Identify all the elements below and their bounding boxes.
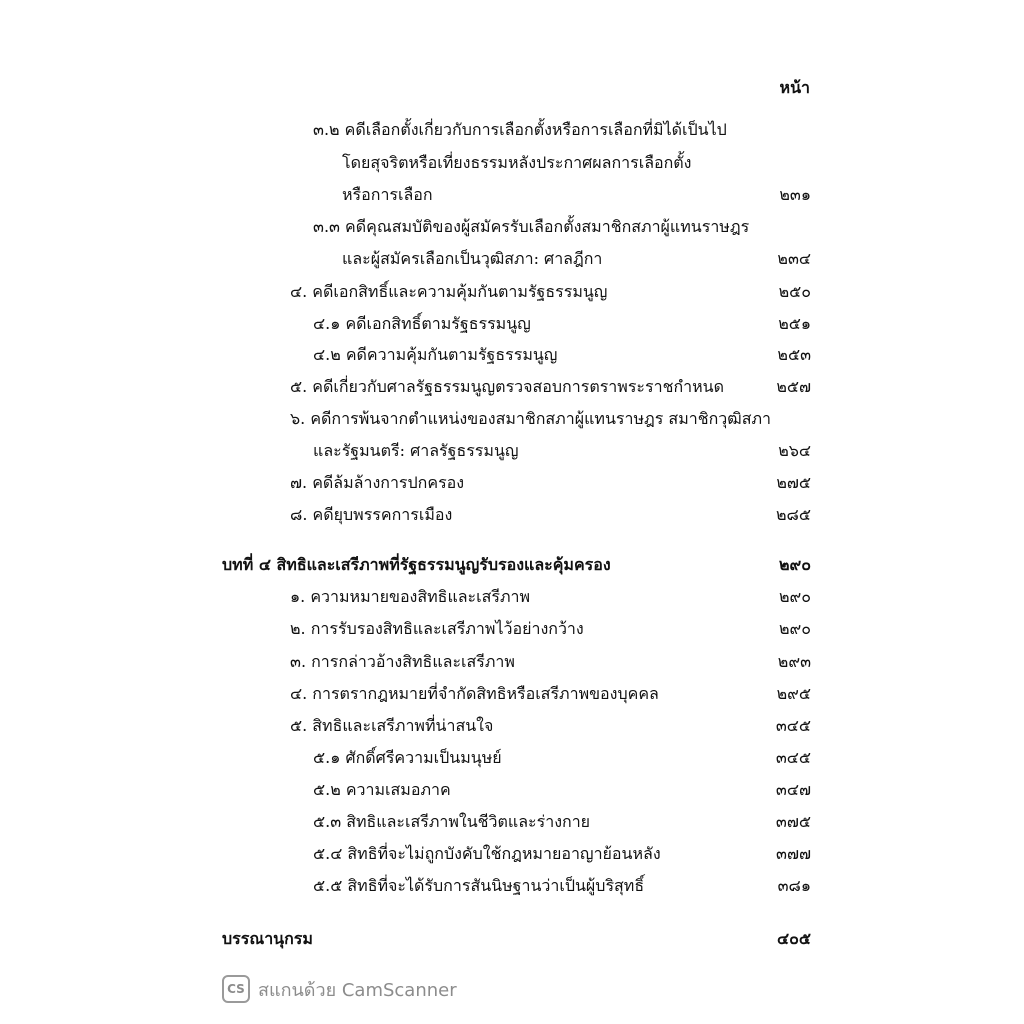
toc-entry-page: ๒๕๓ [777,345,811,364]
toc-entry-page: ๓๔๗ [775,780,811,799]
toc-entry-page: ๓๘๑ [777,876,811,895]
toc-entry-text: ๓.๒ คดีเลือกตั้งเกี่ยวกับการเลือกตั้งหรือการเลือกที่มิได้เป็นไป [313,120,727,139]
toc-entry-page: ๒๙๕ [776,684,811,703]
toc-entry-page: ๒๙๐ [778,619,811,638]
toc-entry-text: ๕.๕ สิทธิที่จะได้รับการสันนิษฐานว่าเป็นผู้บริสุทธิ์ [313,876,645,895]
toc-entry-3-2-cont2 [0,180,1024,210]
toc-entry-3-3-cont [0,244,1024,274]
toc-entry-page: ๔๐๕ [777,929,811,948]
toc-chapter-4 [0,550,1024,580]
toc-entry-page: ๒๕๑ [778,314,811,333]
toc-entry-ch4-5-5 [0,871,1024,901]
toc-entry-text: ๕.๒ ความเสมอภาค [313,780,451,799]
toc-entry-text: ๑. ความหมายของสิทธิและเสรีภาพ [290,587,531,606]
toc-entry-text: ๔. การตรากฎหมายที่จำกัดสิทธิหรือเสรีภาพของบุคคล [290,684,659,703]
toc-entry-page: ๒๕๐ [778,282,811,301]
toc-entry-text: ๗. คดีล้มล้างการปกครอง [290,473,465,492]
toc-entry-text: หรือการเลือก [342,185,433,204]
toc-entry-text: ๔.๑ คดีเอกสิทธิ์ตามรัฐธรรมนูญ [313,314,531,333]
toc-entry-text: ๔. คดีเอกสิทธิ์และความคุ้มกันตามรัฐธรรมนูญ [290,282,608,301]
camscanner-watermark [222,973,457,1005]
toc-entry-8 [0,500,1024,530]
toc-entry-ch4-5-1 [0,743,1024,773]
toc-entry-ch4-5-2 [0,775,1024,805]
toc-entry-text: ๖. คดีการพ้นจากตำแหน่งของสมาชิกสภาผู้แทนราษฎร สมาชิกวุฒิสภา [290,409,771,428]
toc-entry-page: ๒๘๕ [776,505,811,524]
toc-entry-4-1 [0,309,1024,339]
toc-entry-ch4-5-4 [0,839,1024,869]
toc-entry-page: ๒๙๐ [778,555,811,574]
toc-entry-page: ๒๖๔ [778,441,811,460]
toc-entry-text: ๕.๔ สิทธิที่จะไม่ถูกบังคับใช้กฎหมายอาญาย้อนหลัง [313,844,661,863]
toc-entry-6 [0,404,1024,434]
toc-entry-ch4-3 [0,647,1024,677]
toc-entry-page: ๓๔๕ [775,748,811,767]
toc-entry-text: ๘. คดียุบพรรคการเมือง [290,505,453,524]
toc-entry-3-2 [0,115,1024,145]
toc-entry-text: ๕. คดีเกี่ยวกับศาลรัฐธรรมนูญตรวจสอบการตราพระราชกำหนด [290,377,724,396]
toc-entry-page: ๓๗๗ [776,844,811,863]
toc-entry-4 [0,277,1024,307]
toc-entry-text: ๓. การกล่าวอ้างสิทธิและเสรีภาพ [290,652,515,671]
toc-entry-text: ๔.๒ คดีความคุ้มกันตามรัฐธรรมนูญ [313,345,558,364]
toc-entry-page: ๒๓๑ [779,185,811,204]
toc-entry-ch4-1 [0,582,1024,612]
toc-entry-text: บรรณานุกรม [222,929,313,948]
camscanner-text: สแกนด้วย CamScanner [258,979,457,1001]
toc-entry-ch4-4 [0,679,1024,709]
toc-entry-text: ๕. สิทธิและเสรีภาพที่น่าสนใจ [290,716,494,735]
toc-entry-text: ๕.๓ สิทธิและเสรีภาพในชีวิตและร่างกาย [313,812,591,831]
page-column-label: หน้า [779,78,810,97]
toc-entry-5 [0,372,1024,402]
toc-entry-text: ๕.๑ ศักดิ์ศรีความเป็นมนุษย์ [313,748,502,767]
toc-entry-text: โดยสุจริตหรือเที่ยงธรรมหลังประกาศผลการเลือกตั้ง [342,153,692,172]
toc-entry-text: และรัฐมนตรี: ศาลรัฐธรรมนูญ [313,441,519,460]
toc-entry-3-3 [0,212,1024,242]
toc-entry-text: ๓.๓ คดีคุณสมบัติของผู้สมัครรับเลือกตั้งสมาชิกสภาผู้แทนราษฎร [313,217,750,236]
toc-entry-text: ๒. การรับรองสิทธิและเสรีภาพไว้อย่างกว้าง [290,619,584,638]
toc-bibliography [0,924,1024,954]
toc-entry-page: ๒๓๔ [777,249,811,268]
toc-entry-ch4-2 [0,614,1024,644]
toc-entry-4-2 [0,340,1024,370]
toc-entry-text: และผู้สมัครเลือกเป็นวุฒิสภา: ศาลฎีกา [342,249,603,268]
toc-entry-page: ๒๗๕ [776,473,811,492]
toc-entry-6-cont [0,436,1024,466]
toc-entry-page: ๒๙๐ [778,587,811,606]
toc-entry-ch4-5-3 [0,807,1024,837]
toc-entry-ch4-5 [0,711,1024,741]
toc-chapter-title: บทที่ ๔ สิทธิและเสรีภาพที่รัฐธรรมนูญรับรองและคุ้มครอง [222,555,611,574]
toc-entry-page: ๒๙๓ [777,652,811,671]
toc-entry-page: ๒๕๗ [776,377,811,396]
toc-entry-7 [0,468,1024,498]
toc-entry-page: ๓๗๕ [775,812,811,831]
camscanner-logo-icon: CS [222,975,250,1003]
toc-entry-page: ๓๔๕ [775,716,811,735]
toc-entry-3-2-cont1 [0,148,1024,178]
